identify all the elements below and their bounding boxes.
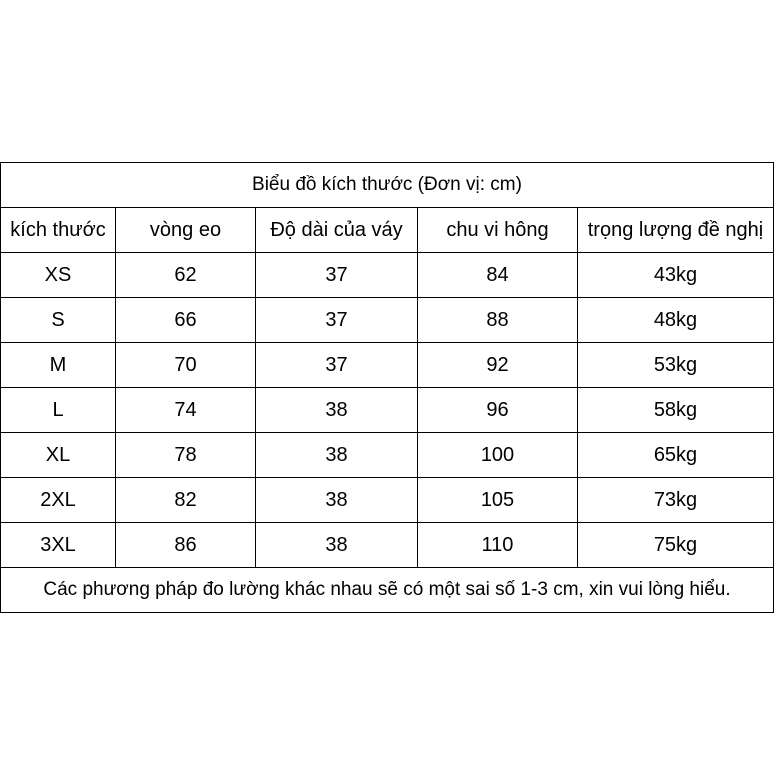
measurement-note: Các phương pháp đo lường khác nhau sẽ có một sai số 1-3 cm, xin vui lòng hiểu. — [1, 568, 774, 613]
header-hip: chu vi hông — [418, 208, 578, 253]
table-row — [1, 433, 774, 478]
hip-cell: 105 — [418, 478, 578, 523]
hip-cell: 88 — [418, 298, 578, 343]
table-title: Biểu đồ kích thước (Đơn vị: cm) — [1, 163, 774, 208]
size-cell: 3XL — [1, 523, 116, 568]
length-cell: 37 — [256, 253, 418, 298]
weight-cell: 58kg — [578, 388, 774, 433]
table-row — [1, 343, 774, 388]
weight-cell: 48kg — [578, 298, 774, 343]
length-cell: 38 — [256, 433, 418, 478]
note-row — [1, 568, 774, 613]
waist-cell: 78 — [116, 433, 256, 478]
weight-cell: 53kg — [578, 343, 774, 388]
header-weight: trọng lượng đề nghị — [578, 208, 774, 253]
size-cell: S — [1, 298, 116, 343]
weight-cell: 43kg — [578, 253, 774, 298]
size-cell: L — [1, 388, 116, 433]
length-cell: 37 — [256, 298, 418, 343]
header-skirt-length: Độ dài của váy — [256, 208, 418, 253]
table-row — [1, 253, 774, 298]
hip-cell: 96 — [418, 388, 578, 433]
table-row — [1, 523, 774, 568]
length-cell: 38 — [256, 388, 418, 433]
table-row — [1, 478, 774, 523]
hip-cell: 84 — [418, 253, 578, 298]
size-chart-table — [0, 162, 774, 613]
table-row — [1, 388, 774, 433]
waist-cell: 66 — [116, 298, 256, 343]
size-cell: M — [1, 343, 116, 388]
waist-cell: 62 — [116, 253, 256, 298]
length-cell: 38 — [256, 478, 418, 523]
waist-cell: 86 — [116, 523, 256, 568]
table-row — [1, 298, 774, 343]
length-cell: 38 — [256, 523, 418, 568]
header-size: kích thước — [1, 208, 116, 253]
waist-cell: 70 — [116, 343, 256, 388]
weight-cell: 65kg — [578, 433, 774, 478]
size-cell: XS — [1, 253, 116, 298]
waist-cell: 74 — [116, 388, 256, 433]
weight-cell: 73kg — [578, 478, 774, 523]
hip-cell: 110 — [418, 523, 578, 568]
weight-cell: 75kg — [578, 523, 774, 568]
size-cell: 2XL — [1, 478, 116, 523]
header-row — [1, 208, 774, 253]
hip-cell: 100 — [418, 433, 578, 478]
header-waist: vòng eo — [116, 208, 256, 253]
waist-cell: 82 — [116, 478, 256, 523]
hip-cell: 92 — [418, 343, 578, 388]
length-cell: 37 — [256, 343, 418, 388]
size-cell: XL — [1, 433, 116, 478]
title-row — [1, 163, 774, 208]
